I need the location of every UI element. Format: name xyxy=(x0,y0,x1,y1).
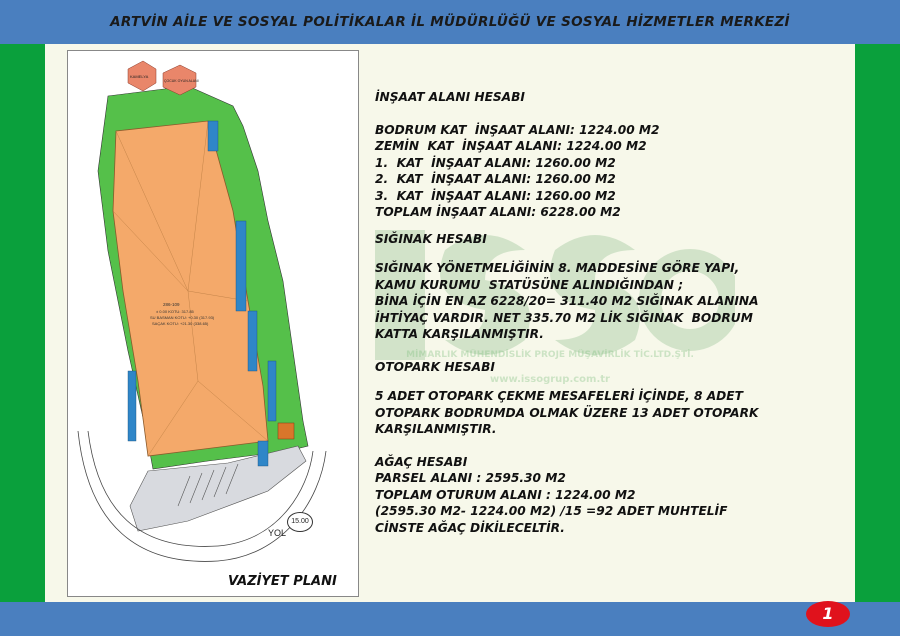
watermark-company: MİMARLIK MÜHENDİSLİK PROJE MÜŞAVİRLİK TİC.LTD.ŞTİ. xyxy=(406,350,694,360)
siginak-line: BİNA İÇİN EN AZ 6228/20= 311.40 M2 SIĞINAK ALANINA xyxy=(375,294,759,308)
building-label-2: ± 0.00 KOTU: 317.85 xyxy=(156,309,194,314)
siginak-line: KATTA KARŞILANMIŞTIR. xyxy=(375,327,544,341)
agac-line: PARSEL ALANI : 2595.30 M2 xyxy=(375,471,566,485)
siginak-title: SIĞINAK HESABI xyxy=(375,231,487,246)
agac-line: (2595.30 M2- 1224.00 M2) /15 =92 ADET MUHTELİF xyxy=(375,504,728,518)
kiosk xyxy=(278,423,294,439)
insaat-section xyxy=(375,89,845,536)
otopark-line: 5 ADET OTOPARK ÇEKME MESAFELERİ İÇİNDE, 8 ADET xyxy=(375,389,743,403)
page-title: ARTVİN AİLE VE SOSYAL POLİTİKALAR İL MÜDÜRLÜĞÜ VE SOSYAL HİZMETLER MERKEZİ xyxy=(110,14,790,30)
header-bar xyxy=(0,0,900,44)
road-label: YOL xyxy=(268,528,287,538)
insaat-line: ZEMİN KAT İNŞAAT ALANI: 1224.00 M2 xyxy=(375,139,647,153)
otopark-title: OTOPARK HESABI xyxy=(375,359,495,374)
site-plan-drawing xyxy=(68,51,358,596)
watermark-url: www.issogrup.com.tr xyxy=(490,374,610,385)
insaat-line: TOPLAM İNŞAAT ALANI: 6228.00 M2 xyxy=(375,205,621,219)
footer-bar xyxy=(0,602,900,636)
building-label-1: 286-109 xyxy=(163,302,180,307)
insaat-line: BODRUM KAT İNŞAAT ALANI: 1224.00 M2 xyxy=(375,122,660,137)
agac-line: TOPLAM OTURUM ALANI : 1224.00 M2 xyxy=(375,487,636,502)
site-plan xyxy=(67,50,359,597)
page-number-badge: 1 xyxy=(806,601,850,627)
building-label-4: SAÇAK KOTU: +21.30 (338.65) xyxy=(152,321,209,326)
otopark-line: KARŞILANMIŞTIR. xyxy=(375,422,497,436)
insaat-line: 1. KAT İNŞAAT ALANI: 1260.00 M2 xyxy=(375,155,616,170)
otopark-line: OTOPARK BODRUMDA OLMAK ÜZERE 13 ADET OTOPARK xyxy=(375,405,759,420)
building-label-3: SU BASMAN KOTU: +0.30 (317.93) xyxy=(150,315,215,320)
siginak-line: SIĞINAK YÖNETMELİĞİNİN 8. MADDESİNE GÖRE YAPI, xyxy=(375,261,740,275)
insaat-line: 2. KAT İNŞAAT ALANI: 1260.00 M2 xyxy=(375,172,616,186)
insaat-line: 3. KAT İNŞAAT ALANI: 1260.00 M2 xyxy=(375,188,616,203)
road-width-badge: 15.00 xyxy=(287,512,313,532)
siginak-line: İHTİYAÇ VARDIR. NET 335.70 M2 LİK SIĞINAK BODRUM xyxy=(375,310,753,325)
playground-label: ÇOCUK OYUN ALANI xyxy=(164,79,199,83)
siginak-line: KAMU KURUMU STATÜSÜNE ALINDIĞINDAN ; xyxy=(375,277,684,292)
agac-line: CİNSTE AĞAÇ DİKİLECELTİR. xyxy=(375,520,565,535)
plan-caption: VAZİYET PLANI xyxy=(228,574,337,589)
kamelya-label: KAMELYA xyxy=(130,74,149,79)
insaat-title: İNŞAAT ALANI HESABI xyxy=(375,90,525,104)
agac-title: AĞAÇ HESABI xyxy=(375,454,468,469)
